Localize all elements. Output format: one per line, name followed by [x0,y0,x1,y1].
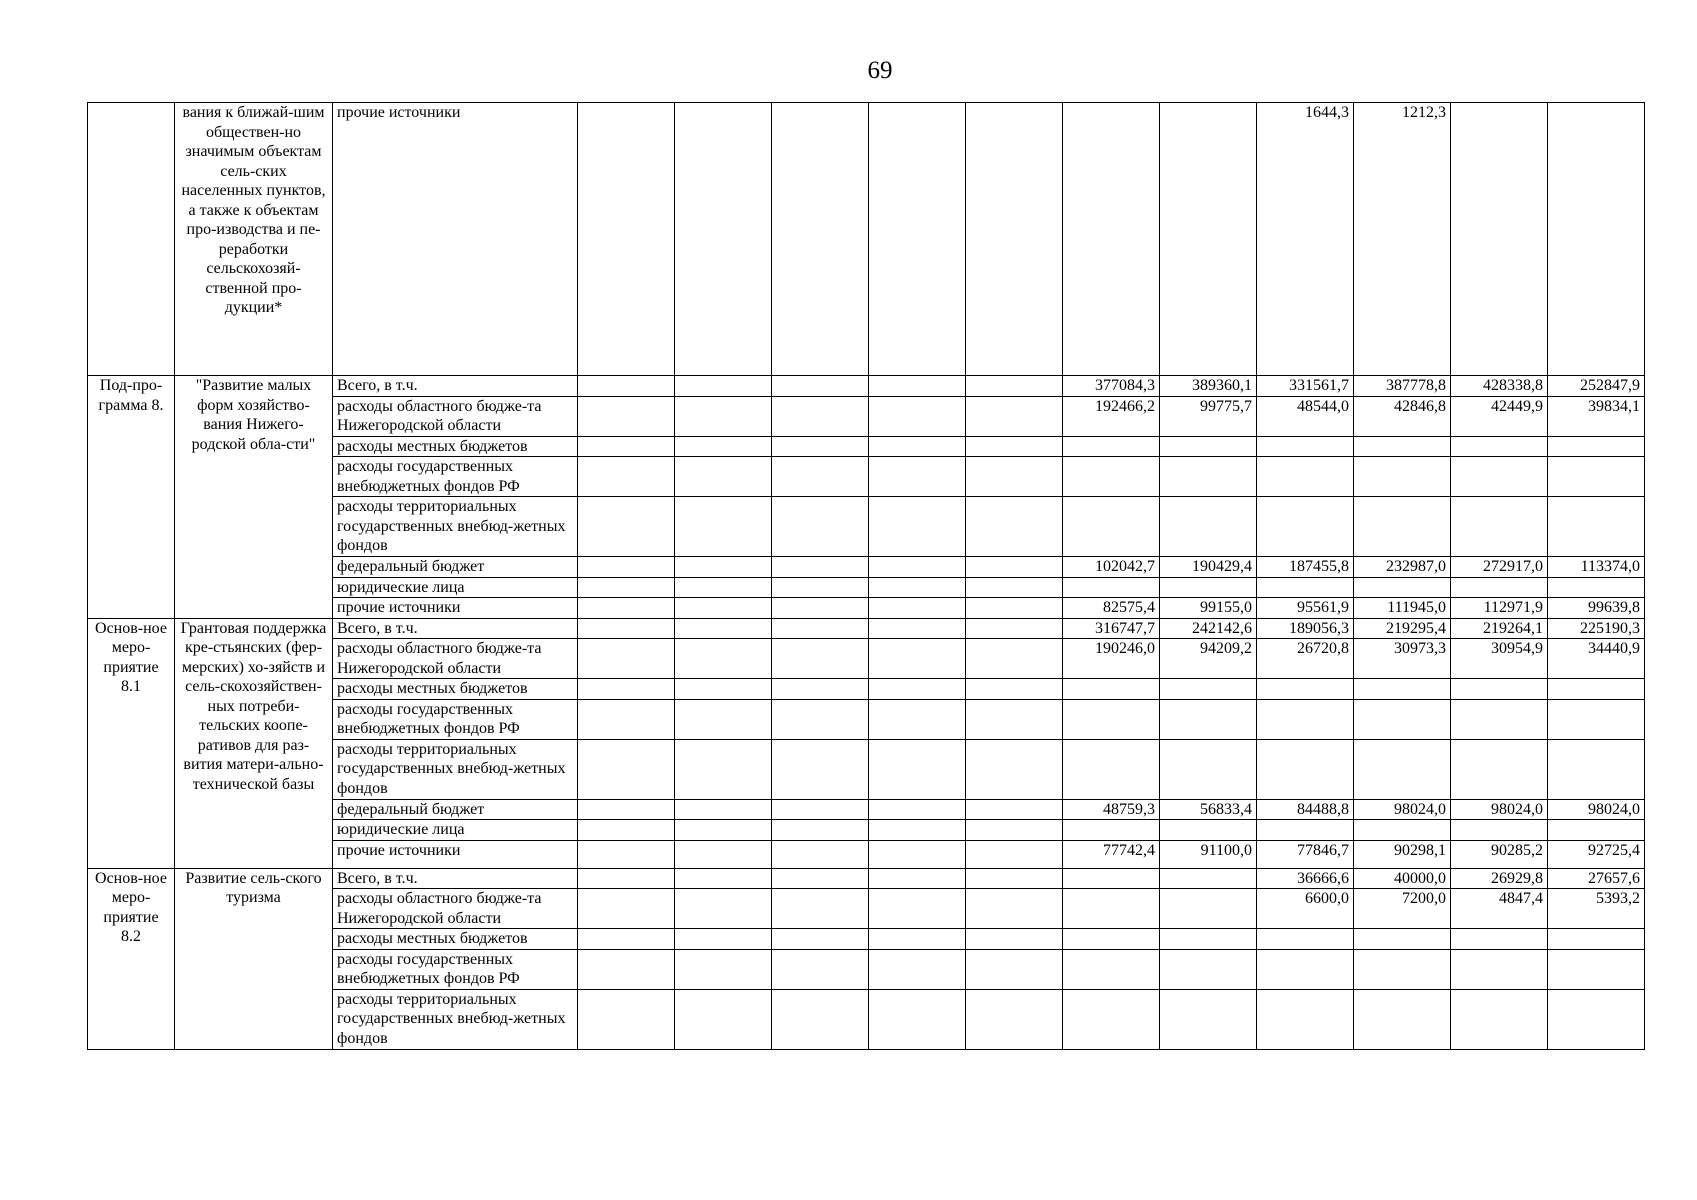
value-cell: 331561,7 [1257,376,1354,397]
value-cell [772,497,869,557]
value-cell [1257,989,1354,1049]
value-cell [869,799,966,820]
value-cell [1160,436,1257,457]
value-cell [1257,457,1354,497]
value-cell [772,799,869,820]
source-cell: Всего, в т.ч. [333,618,578,639]
value-cell [772,639,869,679]
source-cell: расходы территориальных государственных внебюд-жетных фондов [333,989,578,1049]
value-cell [578,799,675,820]
value-cell [578,436,675,457]
value-cell [675,497,772,557]
value-cell [966,376,1063,397]
value-cell [772,103,869,376]
value-cell [1354,679,1451,700]
value-cell: 428338,8 [1451,376,1548,397]
value-cell [1548,739,1645,799]
source-cell: расходы государственных внебюджетных фондов РФ [333,949,578,989]
value-cell: 94209,2 [1160,639,1257,679]
value-cell [869,679,966,700]
value-cell [1354,457,1451,497]
source-cell: расходы местных бюджетов [333,929,578,950]
value-cell: 252847,9 [1548,376,1645,397]
value-cell [1063,457,1160,497]
value-cell [1451,820,1548,841]
value-cell: 113374,0 [1548,557,1645,578]
source-cell: Всего, в т.ч. [333,868,578,889]
value-cell [675,103,772,376]
value-cell: 26720,8 [1257,639,1354,679]
value-cell [966,989,1063,1049]
value-cell [869,436,966,457]
value-cell [1451,436,1548,457]
value-cell: 102042,7 [1063,557,1160,578]
value-cell: 232987,0 [1354,557,1451,578]
value-cell: 77742,4 [1063,840,1160,868]
value-cell [1063,889,1160,929]
table-row [88,868,1645,889]
value-cell: 56833,4 [1160,799,1257,820]
value-cell [578,598,675,619]
value-cell [1160,577,1257,598]
value-cell [1451,497,1548,557]
value-cell [578,739,675,799]
value-cell: 111945,0 [1354,598,1451,619]
value-cell [772,376,869,397]
value-cell [578,679,675,700]
value-cell [772,889,869,929]
value-cell [1354,929,1451,950]
value-cell [966,396,1063,436]
value-cell: 95561,9 [1257,598,1354,619]
value-cell [772,679,869,700]
value-cell [869,103,966,376]
source-cell: расходы территориальных государственных внебюд-жетных фондов [333,497,578,557]
value-cell [1063,497,1160,557]
value-cell [675,739,772,799]
value-cell [1548,436,1645,457]
value-cell [675,577,772,598]
value-cell [1451,989,1548,1049]
value-cell [1063,436,1160,457]
value-cell: 42846,8 [1354,396,1451,436]
value-cell: 98024,0 [1354,799,1451,820]
source-cell: федеральный бюджет [333,799,578,820]
value-cell [578,497,675,557]
value-cell [578,840,675,868]
value-cell [1257,679,1354,700]
source-cell: юридические лица [333,577,578,598]
value-cell [675,376,772,397]
value-cell [869,820,966,841]
value-cell [1063,739,1160,799]
value-cell [966,639,1063,679]
value-cell [869,739,966,799]
value-cell [675,639,772,679]
table-row [88,103,1645,376]
funding-table [87,102,1645,1050]
value-cell [869,639,966,679]
value-cell: 82575,4 [1063,598,1160,619]
code-cell [88,103,175,376]
value-cell [578,639,675,679]
value-cell [1160,457,1257,497]
value-cell: 42449,9 [1451,396,1548,436]
value-cell [1160,929,1257,950]
value-cell [1451,699,1548,739]
source-cell: расходы территориальных государственных внебюд-жетных фондов [333,739,578,799]
value-cell [675,699,772,739]
value-cell [1160,820,1257,841]
value-cell [966,497,1063,557]
value-cell [869,889,966,929]
value-cell [1160,699,1257,739]
value-cell [1257,577,1354,598]
value-cell [675,868,772,889]
value-cell [1257,699,1354,739]
value-cell: 92725,4 [1548,840,1645,868]
value-cell [578,889,675,929]
value-cell [578,376,675,397]
value-cell [869,949,966,989]
value-cell [1548,949,1645,989]
value-cell [869,929,966,950]
source-cell: прочие источники [333,103,578,376]
value-cell: 91100,0 [1160,840,1257,868]
value-cell [772,989,869,1049]
value-cell [966,868,1063,889]
value-cell [1548,820,1645,841]
value-cell [578,577,675,598]
value-cell [772,840,869,868]
value-cell: 99639,8 [1548,598,1645,619]
value-cell: 27657,6 [1548,868,1645,889]
value-cell: 377084,3 [1063,376,1160,397]
value-cell [966,457,1063,497]
source-cell: расходы государственных внебюджетных фондов РФ [333,457,578,497]
value-cell [966,820,1063,841]
value-cell [1354,577,1451,598]
value-cell: 90298,1 [1354,840,1451,868]
value-cell: 219295,4 [1354,618,1451,639]
value-cell [966,103,1063,376]
value-cell: 1644,3 [1257,103,1354,376]
value-cell [578,929,675,950]
value-cell: 242142,6 [1160,618,1257,639]
value-cell [966,436,1063,457]
value-cell [1160,868,1257,889]
value-cell: 84488,8 [1257,799,1354,820]
value-cell [1063,868,1160,889]
value-cell: 36666,6 [1257,868,1354,889]
value-cell [1063,699,1160,739]
value-cell [675,396,772,436]
value-cell [1063,949,1160,989]
value-cell [966,699,1063,739]
value-cell [1257,929,1354,950]
value-cell [1548,497,1645,557]
value-cell: 5393,2 [1548,889,1645,929]
value-cell: 387778,8 [1354,376,1451,397]
value-cell [675,618,772,639]
value-cell [1354,436,1451,457]
program-code-cell: Основ-ное меро-приятие 8.2 [88,868,175,1049]
value-cell [1354,497,1451,557]
value-cell [1451,929,1548,950]
value-cell [675,989,772,1049]
source-cell: юридические лица [333,820,578,841]
value-cell [1160,989,1257,1049]
value-cell [772,598,869,619]
value-cell [675,820,772,841]
value-cell: 272917,0 [1451,557,1548,578]
value-cell [772,436,869,457]
value-cell [772,577,869,598]
source-cell: расходы областного бюдже-та Нижегородской области [333,639,578,679]
source-cell: расходы государственных внебюджетных фондов РФ [333,699,578,739]
value-cell [1354,699,1451,739]
value-cell [869,557,966,578]
value-cell: 7200,0 [1354,889,1451,929]
program-code-cell: Основ-ное меро-приятие 8.1 [88,618,175,868]
source-cell: Всего, в т.ч. [333,376,578,397]
value-cell [772,820,869,841]
value-cell [1548,989,1645,1049]
value-cell: 187455,8 [1257,557,1354,578]
value-cell [966,799,1063,820]
value-cell [772,618,869,639]
value-cell [578,868,675,889]
value-cell: 316747,7 [1063,618,1160,639]
value-cell [1548,929,1645,950]
value-cell [1063,577,1160,598]
value-cell: 34440,9 [1548,639,1645,679]
value-cell: 39834,1 [1548,396,1645,436]
value-cell [1257,739,1354,799]
value-cell: 90285,2 [1451,840,1548,868]
value-cell [578,618,675,639]
value-cell: 189056,3 [1257,618,1354,639]
value-cell [1160,889,1257,929]
value-cell [578,396,675,436]
value-cell [869,598,966,619]
value-cell: 48544,0 [1257,396,1354,436]
value-cell: 389360,1 [1160,376,1257,397]
source-cell: прочие источники [333,598,578,619]
value-cell: 112971,9 [1451,598,1548,619]
value-cell [1451,739,1548,799]
value-cell: 99775,7 [1160,396,1257,436]
value-cell [578,103,675,376]
value-cell [1063,679,1160,700]
value-cell [966,577,1063,598]
program-code-cell: Под-про-грамма 8. [88,376,175,619]
value-cell [1548,699,1645,739]
value-cell: 190246,0 [1063,639,1160,679]
value-cell [966,618,1063,639]
value-cell: 6600,0 [1257,889,1354,929]
value-cell [1257,820,1354,841]
value-cell [966,598,1063,619]
value-cell: 40000,0 [1354,868,1451,889]
value-cell [869,989,966,1049]
value-cell [1160,679,1257,700]
value-cell [966,557,1063,578]
source-cell: расходы областного бюдже-та Нижегородской области [333,396,578,436]
program-name-cell: Развитие сель-ского туризма [175,868,333,1049]
value-cell [772,699,869,739]
value-cell [1451,103,1548,376]
value-cell [869,396,966,436]
table-row [88,618,1645,639]
program-name-cell: вания к ближай-шим обществен-но значимым объектам сель-ских населенных пунктов, а также к объектам про-изводства и пе-реработки сельскохозяй-ственной про-дукции* [175,103,333,376]
value-cell [1160,739,1257,799]
value-cell: 219264,1 [1451,618,1548,639]
value-cell [675,799,772,820]
value-cell [966,840,1063,868]
value-cell [1257,497,1354,557]
source-cell: прочие источники [333,840,578,868]
value-cell [1063,929,1160,950]
value-cell [1548,103,1645,376]
value-cell [869,840,966,868]
value-cell: 26929,8 [1451,868,1548,889]
value-cell: 30973,3 [1354,639,1451,679]
value-cell [869,699,966,739]
value-cell [1354,989,1451,1049]
value-cell [578,457,675,497]
value-cell [1160,497,1257,557]
table-body [88,103,1645,1050]
value-cell: 30954,9 [1451,639,1548,679]
value-cell [869,497,966,557]
value-cell [1451,457,1548,497]
value-cell [869,868,966,889]
page-number: 69 [867,57,893,84]
value-cell [578,949,675,989]
value-cell [772,396,869,436]
value-cell [966,929,1063,950]
value-cell [772,949,869,989]
value-cell [578,989,675,1049]
value-cell [675,557,772,578]
value-cell: 99155,0 [1160,598,1257,619]
value-cell [1548,457,1645,497]
value-cell [772,557,869,578]
value-cell [966,889,1063,929]
value-cell [1354,820,1451,841]
value-cell: 98024,0 [1451,799,1548,820]
value-cell [675,679,772,700]
value-cell [675,457,772,497]
value-cell [675,889,772,929]
value-cell [966,949,1063,989]
value-cell [1451,679,1548,700]
program-name-cell: Грантовая поддержка кре-стьянских (фер-мерских) хо-зяйств и сель-скохозяйствен-ных потреби-тельских коопе-ративов для раз-вития матери-ально-технической базы [175,618,333,868]
value-cell [772,929,869,950]
value-cell: 77846,7 [1257,840,1354,868]
value-cell [1354,739,1451,799]
value-cell: 48759,3 [1063,799,1160,820]
value-cell: 4847,4 [1451,889,1548,929]
value-cell [1160,103,1257,376]
value-cell: 190429,4 [1160,557,1257,578]
source-cell: расходы местных бюджетов [333,436,578,457]
value-cell [675,949,772,989]
value-cell [772,868,869,889]
value-cell [1548,679,1645,700]
source-cell: федеральный бюджет [333,557,578,578]
source-cell: расходы областного бюдже-та Нижегородской области [333,889,578,929]
value-cell [869,376,966,397]
value-cell [1063,989,1160,1049]
table-row [88,376,1645,397]
value-cell [1063,103,1160,376]
value-cell [1354,949,1451,989]
value-cell [1257,949,1354,989]
source-cell: расходы местных бюджетов [333,679,578,700]
value-cell [1063,820,1160,841]
value-cell [966,679,1063,700]
value-cell [1160,949,1257,989]
value-cell [1548,577,1645,598]
value-cell: 192466,2 [1063,396,1160,436]
program-name-cell: "Развитие малых форм хозяйство-вания Нижего-родской обла-сти" [175,376,333,619]
value-cell [869,577,966,598]
value-cell [869,618,966,639]
value-cell: 98024,0 [1548,799,1645,820]
value-cell [1451,577,1548,598]
value-cell [1257,436,1354,457]
value-cell [869,457,966,497]
value-cell [675,929,772,950]
value-cell [578,820,675,841]
value-cell [578,699,675,739]
value-cell [772,457,869,497]
value-cell [1451,949,1548,989]
value-cell [675,840,772,868]
value-cell [578,557,675,578]
value-cell [966,739,1063,799]
value-cell: 225190,3 [1548,618,1645,639]
value-cell [675,598,772,619]
value-cell [772,739,869,799]
value-cell: 1212,3 [1354,103,1451,376]
value-cell [675,436,772,457]
